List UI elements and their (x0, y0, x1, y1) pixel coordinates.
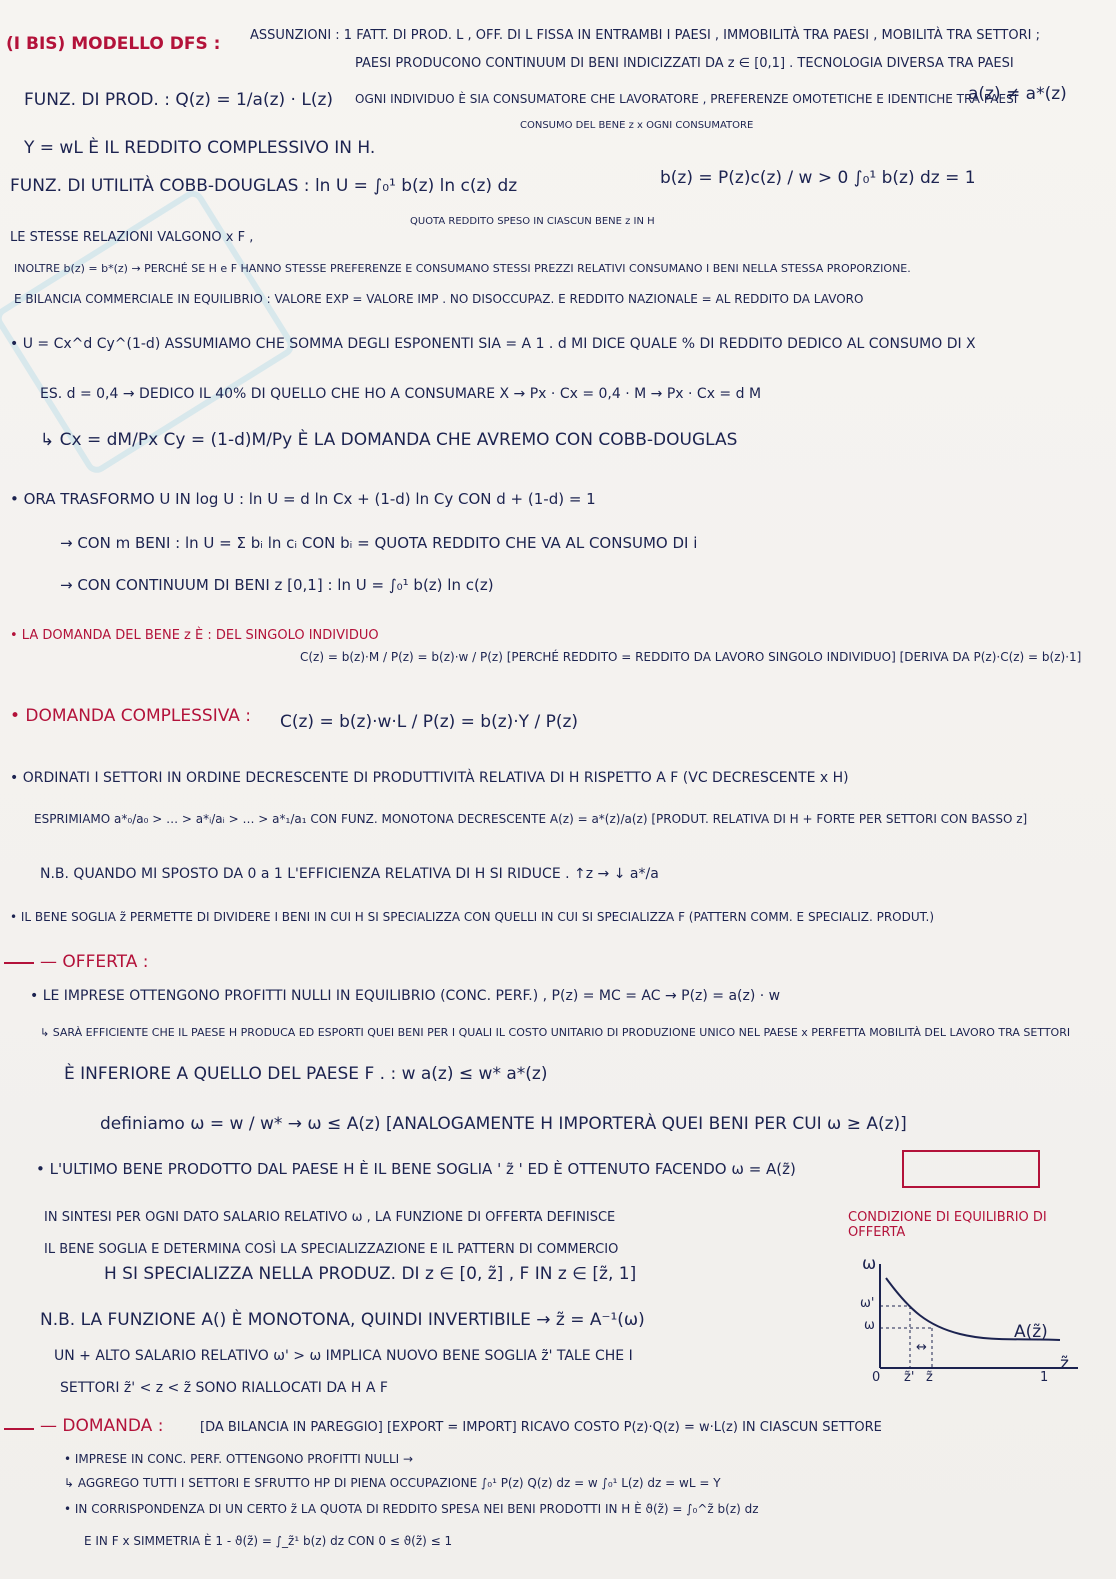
production-function: FUNZ. DI PROD. : Q(z) = 1/a(z) · L(z) (24, 90, 334, 110)
demand-title: — DOMANDA : (40, 1416, 164, 1436)
threshold-good: • IL BENE SOGLIA z̃ PERMETTE DI DIVIDERE I BENI IN CUI H SI SPECIALIZZA CON QUELLI IN CUI SI SPECIALIZZA F (PATTERN COMM. E SPECIALIZ. PRODUT.) (10, 910, 935, 924)
reallocated-sectors: SETTORI z̃' < z < z̃ SONO RIALLOCATI DA H A F (60, 1380, 388, 1396)
continuum-goods: → CON CONTINUUM DI BENI z [0,1] : ln U = ∫₀¹ b(z) ln c(z) (60, 576, 494, 594)
efficient-export: ↳ SARÀ EFFICIENTE CHE IL PAESE H PRODUCA ED ESPORTI QUEI BENI PER I QUALI IL COSTO UNITARIO DI PRODUZIONE UNICO NEL PAESE x PERFETTA MOBILITÀ DEL LAVORO TRA SETTORI (40, 1026, 1071, 1039)
equilibrium-box (902, 1150, 1040, 1188)
individual-demand-title: • LA DOMANDA DEL BENE z È : DEL SINGOLO INDIVIDUO (10, 628, 379, 643)
identical-preferences: INOLTRE b(z) = b*(z) → PERCHÉ SE H e F HANNO STESSE PREFERENZE E CONSUMANO STESSI PREZZI RELATIVI CONSUMANO I BENI NELLA STESSA PROPORZIONE. (14, 262, 911, 275)
individual-demand-formula: C(z) = b(z)·M / P(z) = b(z)·w / P(z) [PERCHÉ REDDITO = REDDITO DA LAVORO SINGOLO INDIVIDUO] [DERIVA DA P(z)·C(z) = b(z)·1] (300, 650, 1082, 664)
graph-x-label: z̃ (1060, 1354, 1069, 1374)
balanced-trade: [DA BILANCIA IN PAREGGIO] [EXPORT = IMPORT] RICAVO COSTO P(z)·Q(z) = w·L(z) IN CIASCUN SETTORE (200, 1420, 882, 1435)
nb-efficiency: N.B. QUANDO MI SPOSTO DA 0 a 1 L'EFFICIENZA RELATIVA DI H SI RIDUCE . ↑z → ↓ a*/a (40, 866, 659, 882)
example-40-percent: ES. d = 0,4 → DEDICO IL 40% DI QUELLO CHE HO A CONSUMARE X → Px · Cx = 0,4 · M → Px · Cx = d M (40, 386, 762, 402)
section-divider-offerta (4, 962, 34, 964)
nb-invertible: N.B. LA FUNZIONE A() È MONOTONA, QUINDI INVERTIBILE → z̃ = A⁻¹(ω) (40, 1310, 645, 1330)
graph-curve-label: A(z̃) (1014, 1322, 1048, 1342)
aggregate-demand-title: • DOMANDA COMPLESSIVA : (10, 706, 252, 726)
cobb-douglas-utility: FUNZ. DI UTILITÀ COBB-DOUGLAS : ln U = ∫₀¹ b(z) ln c(z) dz (10, 176, 518, 196)
assumptions-line-1: ASSUNZIONI : 1 FATT. DI PROD. L , OFF. DI L FISSA IN ENTRAMBI I PAESI , IMMOBILITÀ TRA PAESI , MOBILITÀ TRA SETTORI ; (250, 28, 1040, 43)
m-goods: → CON m BENI : ln U = Σ bᵢ ln cᵢ CON bᵢ = QUOTA REDDITO CHE VA AL CONSUMO DI i (60, 534, 698, 552)
income-share-f: E IN F x SIMMETRIA È 1 - ϑ(z̃) = ∫_z̃¹ b(z) dz CON 0 ≤ ϑ(z̃) ≤ 1 (84, 1534, 453, 1548)
annotation-income-share: QUOTA REDDITO SPESO IN CIASCUN BENE z IN H (410, 216, 655, 227)
graph-y-label: ω (862, 1254, 877, 1274)
utility-cobb-douglas: • U = Cx^d Cy^(1-d) ASSUMIAMO CHE SOMMA DEGLI ESPONENTI SIA = A 1 . d MI DICE QUALE % DI REDDITO DEDICO AL CONSUMO DI X (10, 336, 976, 352)
income-share-def: b(z) = P(z)c(z) / w > 0 ∫₀¹ b(z) dz = 1 (660, 168, 976, 188)
total-income: Y = wL È IL REDDITO COMPLESSIVO IN H. (24, 138, 376, 158)
aggregate-sectors: ↳ AGGREGO TUTTI I SETTORI E SFRUTTO HP DI PIENA OCCUPAZIONE ∫₀¹ P(z) Q(z) dz = w ∫₀¹ L(z) dz = wL = Y (64, 1476, 721, 1490)
trade-balance: E BILANCIA COMMERCIALE IN EQUILIBRIO : VALORE EXP = VALORE IMP . NO DISOCCUPAZ. E REDDITO NAZIONALE = AL REDDITO DA LAVORO (14, 292, 864, 306)
perfect-competition: • IMPRESE IN CONC. PERF. OTTENGONO PROFITTI NULLI → (64, 1452, 414, 1466)
annotation-consumption: CONSUMO DEL BENE z x OGNI CONSUMATORE (520, 120, 754, 131)
summary-line-1: IN SINTESI PER OGNI DATO SALARIO RELATIVO ω , LA FUNZIONE DI OFFERTA DEFINISCE (44, 1210, 616, 1225)
graph-marker: ↔ (916, 1340, 927, 1355)
specialization-ranges: H SI SPECIALIZZA NELLA PRODUZ. DI z ∈ [0, z̃] , F IN z ∈ [z̃, 1] (104, 1264, 637, 1284)
sector-ordering: • ORDINATI I SETTORI IN ORDINE DECRESCENTE DI PRODUTTIVITÀ RELATIVA DI H RISPETTO A F (VC DECRESCENTE x H) (10, 770, 849, 786)
income-share-h: • IN CORRISPONDENZA DI UN CERTO z̃ LA QUOTA DI REDDITO SPESA NEI BENI PRODOTTI IN H È ϑ(z̃) = ∫₀^z̃ b(z) dz (64, 1502, 759, 1516)
higher-wage: UN + ALTO SALARIO RELATIVO ω' > ω IMPLICA NUOVO BENE SOGLIA z̃' TALE CHE I (54, 1348, 633, 1364)
relative-wage-def: definiamo ω = w / w* → ω ≤ A(z) [ANALOGAMENTE H IMPORTERÀ QUEI BENI PER CUI ω ≥ A(z)] (100, 1114, 907, 1134)
cobb-douglas-demand: ↳ Cx = dM/Px Cy = (1-d)M/Py È LA DOMANDA CHE AVREMO CON COBB-DOUGLAS (40, 430, 738, 450)
assumptions-line-3: OGNI INDIVIDUO È SIA CONSUMATORE CHE LAVORATORE , PREFERENZE OMOTETICHE E IDENTICHE TRA PAESI (355, 92, 1018, 106)
aggregate-demand-formula: C(z) = b(z)·w·L / P(z) = b(z)·Y / P(z) (280, 712, 579, 732)
relative-productivity: ESPRIMIAMO a*₀/a₀ > … > a*ᵢ/aᵢ > … > a*₁/a₁ CON FUNZ. MONOTONA DECRESCENTE A(z) = a*(z)/a(z) [PRODUT. RELATIVA DI H + FORTE PER SETTORI CON BASSO z] (34, 812, 1028, 826)
graph-x-tick-z: z̃ (926, 1370, 933, 1385)
graph-y-tick: ω (864, 1318, 875, 1333)
tech-difference: a(z) ≠ a*(z) (968, 84, 1067, 104)
supply-equilibrium-label: CONDIZIONE DI EQUILIBRIO DI OFFERTA (848, 1210, 1047, 1240)
zero-profits: • LE IMPRESE OTTENGONO PROFITTI NULLI IN EQUILIBRIO (CONC. PERF.) , P(z) = MC = AC → P(z) = a(z) · w (30, 988, 781, 1004)
graph-x-tick-1: 1 (1040, 1370, 1049, 1385)
unit-cost-condition: È INFERIORE A QUELLO DEL PAESE F . : w a(z) ≤ w* a*(z) (64, 1064, 548, 1084)
section-title: (I BIS) MODELLO DFS : (6, 34, 221, 54)
graph-y-tick-prime: ω' (860, 1296, 875, 1311)
summary-line-2: IL BENE SOGLIA E DETERMINA COSÌ LA SPECIALIZZAZIONE E IL PATTERN DI COMMERCIO (44, 1242, 619, 1257)
graph-x-tick-zprime: z̃' (904, 1370, 915, 1385)
section-divider-domanda (4, 1428, 34, 1430)
assumptions-line-2: PAESI PRODUCONO CONTINUUM DI BENI INDICIZZATI DA z ∈ [0,1] . TECNOLOGIA DIVERSA TRA PAESI (355, 56, 1014, 71)
last-good-h: • L'ULTIMO BENE PRODOTTO DAL PAESE H È IL BENE SOGLIA ' z̃ ' ED È OTTENUTO FACENDO ω = A(z̃) (36, 1160, 796, 1178)
relative-productivity-graph (860, 1256, 1090, 1386)
graph-x-tick-0: 0 (872, 1370, 881, 1385)
log-transform: • ORA TRASFORMO U IN log U : ln U = d ln Cx + (1-d) ln Cy CON d + (1-d) = 1 (10, 490, 596, 508)
supply-title: — OFFERTA : (40, 952, 149, 972)
same-relations-f: LE STESSE RELAZIONI VALGONO x F , (10, 230, 254, 245)
